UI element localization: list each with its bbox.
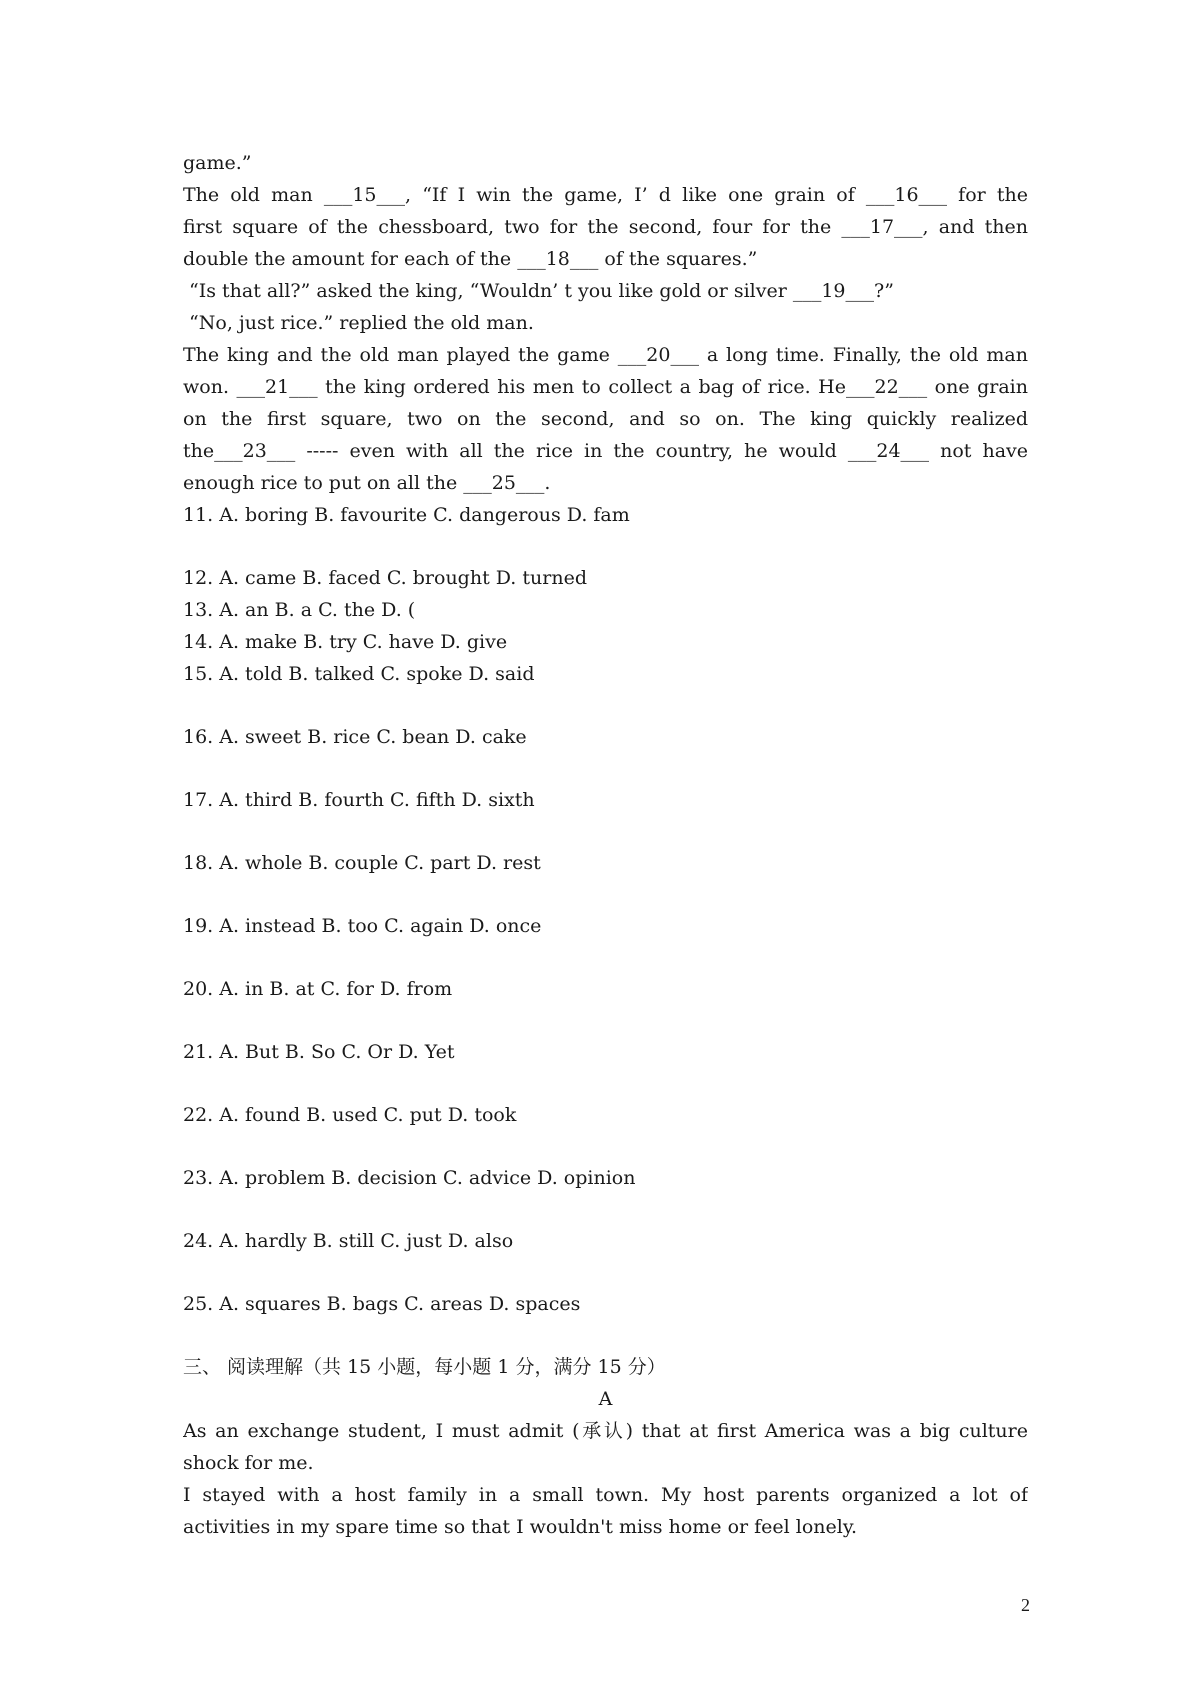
question-item: 17. A. third B. fourth C. fifth D. sixth — [183, 789, 535, 811]
question-item: 22. A. found B. used C. put D. took — [183, 1104, 517, 1126]
blank-spacer — [183, 1068, 1028, 1099]
passage-line: The king and the old man played the game ___20___ a long time. Finally, the old man — [183, 344, 1028, 366]
passage-line: on the first square, two on the second, and so on. The king quickly realized — [183, 408, 1028, 430]
reading-section — [183, 1351, 1028, 1543]
reading-line: As an exchange student, I must admit (承认) that at first America was a big culture — [183, 1420, 1028, 1442]
question-item: 12. A. came B. faced C. brought D. turned — [183, 567, 587, 589]
blank-spacer — [183, 1005, 1028, 1036]
passage-line: double the amount for each of the ___18___ of the squares.” — [183, 248, 758, 270]
passage-line: enough rice to put on all the ___25___. — [183, 472, 551, 494]
reading-line: I stayed with a host family in a small town. My host parents organized a lot of — [183, 1484, 1028, 1506]
passage-line: game.” — [183, 152, 252, 174]
question-item: 13. A. an B. a C. the D. ( — [183, 599, 416, 621]
question-item: 15. A. told B. talked C. spoke D. said — [183, 663, 535, 685]
passage-line: “No, just rice.” replied the old man. — [183, 312, 534, 334]
question-item: 16. A. sweet B. rice C. bean D. cake — [183, 726, 527, 748]
blank-spacer — [183, 690, 1028, 721]
question-item: 23. A. problem B. decision C. advice D. opinion — [183, 1167, 636, 1189]
question-item: 20. A. in B. at C. for D. from — [183, 978, 453, 1000]
blank-spacer — [183, 879, 1028, 910]
question-item: 19. A. instead B. too C. again D. once — [183, 915, 542, 937]
page-content — [183, 147, 1028, 1543]
passage-line: The old man ___15___, “If I win the game, I’ d like one grain of ___16___ for the — [183, 184, 1028, 206]
reading-line: shock for me. — [183, 1452, 314, 1474]
question-item: 18. A. whole B. couple C. part D. rest — [183, 852, 541, 874]
passage-line: first square of the chessboard, two for the second, four for the ___17___, and then — [183, 216, 1028, 238]
passage-letter: A — [598, 1388, 613, 1410]
blank-spacer — [183, 1257, 1028, 1288]
passage-line: “Is that all?” asked the king, “Wouldn’ t you like gold or silver ___19___?” — [183, 280, 894, 302]
question-item: 14. A. make B. try C. have D. give — [183, 631, 508, 653]
passage-line: won. ___21___ the king ordered his men to collect a bag of rice. He___22___ one grain — [183, 376, 1028, 398]
question-list — [183, 499, 1028, 1351]
section-heading: 三、 阅读理解（共 15 小题，每小题 1 分，满分 15 分） — [183, 1356, 666, 1378]
question-item: 21. A. But B. So C. Or D. Yet — [183, 1041, 455, 1063]
blank-spacer — [183, 942, 1028, 973]
page-number: 2 — [1021, 1595, 1030, 1615]
blank-spacer — [183, 816, 1028, 847]
question-item: 24. A. hardly B. still C. just D. also — [183, 1230, 514, 1252]
blank-spacer — [183, 753, 1028, 784]
question-item: 25. A. squares B. bags C. areas D. spaces — [183, 1293, 581, 1315]
blank-spacer — [183, 1131, 1028, 1162]
blank-spacer — [183, 1194, 1028, 1225]
question-item: 11. A. boring B. favourite C. dangerous D. fam — [183, 504, 630, 526]
blank-spacer — [183, 531, 1028, 562]
cloze-passage — [183, 147, 1028, 499]
reading-line: activities in my spare time so that I wouldn't miss home or feel lonely. — [183, 1516, 858, 1538]
passage-line: the___23___ ----- even with all the rice in the country, he would ___24___ not have — [183, 440, 1028, 462]
blank-spacer — [183, 1320, 1028, 1351]
